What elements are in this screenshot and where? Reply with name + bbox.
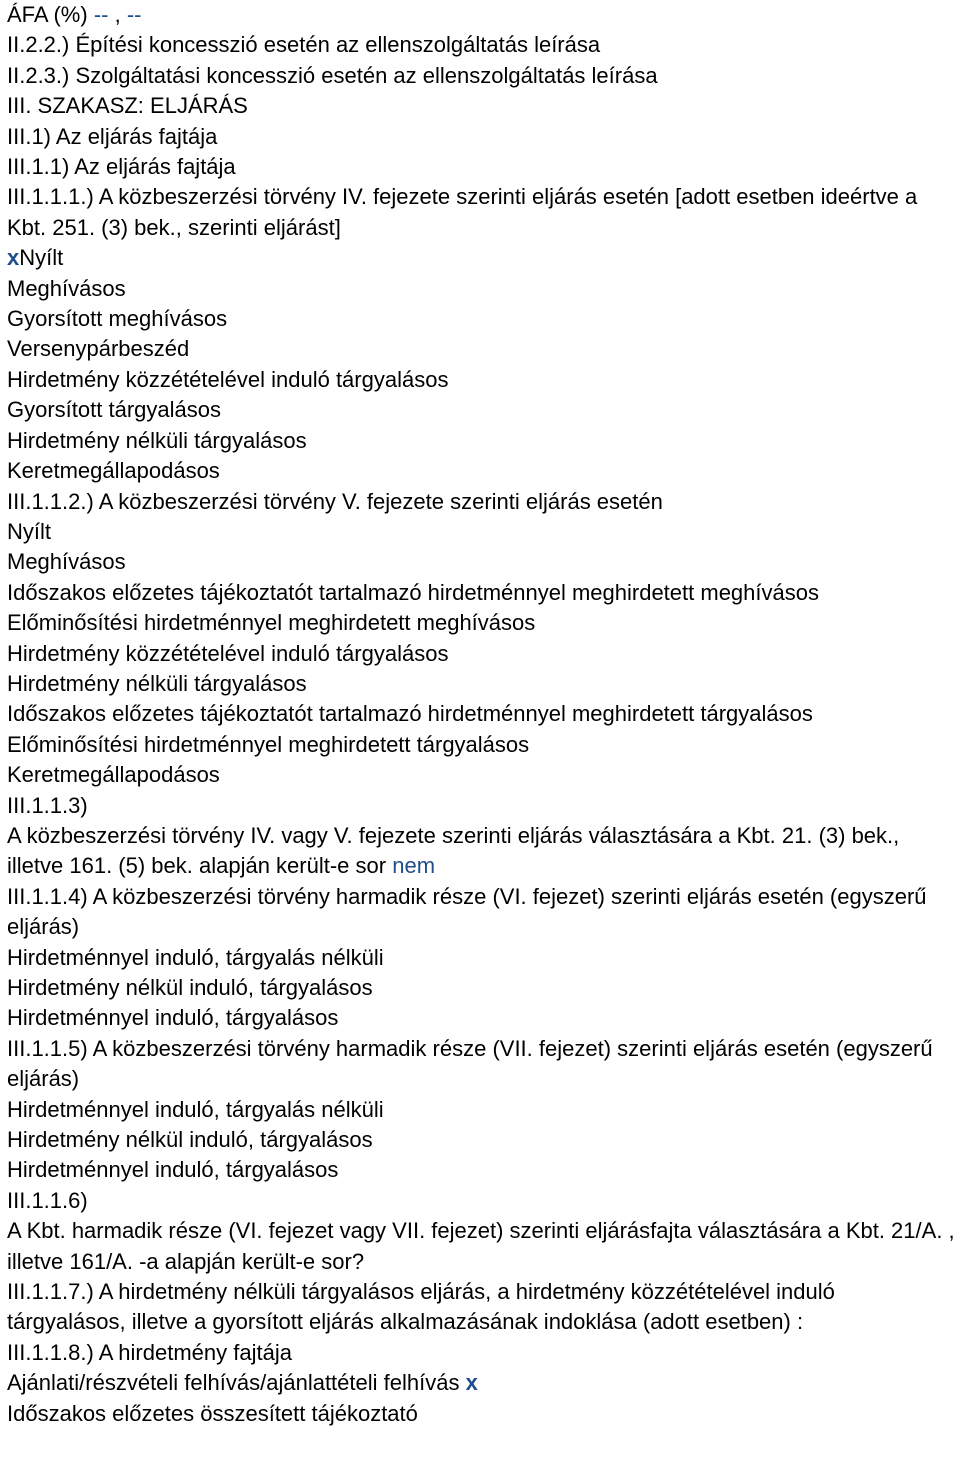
vat-label: ÁFA (%)	[7, 2, 88, 27]
section-3-1-1-3-heading: III.1.1.3)	[7, 792, 88, 818]
question-text: A közbeszerzési törvény IV. vagy V. fejezete szerinti eljárás választására a Kbt. 21. (3) bek., illetve 161. (5) bek. alapján került-e sor	[7, 822, 900, 879]
option-item: Hirdetménnyel induló, tárgyalásos	[7, 1005, 339, 1031]
option-item: Időszakos előzetes tájékoztatót tartalmazó hirdetménnyel meghirdetett meghívásos	[7, 579, 819, 605]
option-label: Ajánlati/részvételi felhívás/ajánlattételi felhívás	[7, 1370, 460, 1396]
section-3-1-heading: III.1) Az eljárás fajtája	[7, 123, 218, 149]
option-item: Előminősítési hirdetménnyel meghirdetett meghívásos	[7, 610, 536, 636]
option-item: Versenypárbeszéd	[7, 336, 190, 362]
selected-mark: x	[7, 245, 20, 271]
option-item: Nyílt	[7, 518, 51, 544]
section-3-title: III. SZAKASZ: ELJÁRÁS	[7, 93, 248, 119]
option-item: Hirdetmény közzétételével induló tárgyalásos	[7, 366, 449, 392]
answer-value: nem	[392, 853, 436, 879]
section-3-1-1-8-heading: III.1.1.8.) A hirdetmény fajtája	[7, 1339, 292, 1365]
section-3-1-1-heading: III.1.1) Az eljárás fajtája	[7, 154, 236, 180]
option-item: Hirdetmény nélkül induló, tárgyalásos	[7, 1127, 373, 1153]
procedure-options-vi	[7, 943, 958, 1034]
option-item: Hirdetménnyel induló, tárgyalás nélküli	[7, 944, 384, 970]
option-item: Hirdetmény nélküli tárgyalásos	[7, 427, 307, 453]
option-item: Hirdetmény nélküli tárgyalásos	[7, 670, 307, 696]
option-item: Gyorsított tárgyalásos	[7, 397, 221, 423]
procedure-options-v	[7, 517, 958, 791]
procedure-options-iv	[7, 243, 958, 486]
vat-separator: ,	[108, 2, 127, 27]
selected-mark: x	[465, 1370, 478, 1396]
section-2-2-3-heading: II.2.3.) Szolgáltatási koncesszió esetén az ellenszolgáltatás leírása	[7, 62, 658, 88]
section-3-1-1-4-heading: III.1.1.4) A közbeszerzési törvény harmadik része (VI. fejezet) szerinti eljárás esetén (egyszerű eljárás)	[7, 883, 927, 940]
option-item: Hirdetmény közzétételével induló tárgyalásos	[7, 640, 449, 666]
section-2-2-2-heading: II.2.2.) Építési koncesszió esetén az ellenszolgáltatás leírása	[7, 32, 601, 58]
option-item: Hirdetménnyel induló, tárgyalásos	[7, 1157, 339, 1183]
option-item-selected	[7, 243, 958, 273]
vat-value-1: --	[93, 2, 109, 27]
option-item: Meghívásos	[7, 275, 126, 301]
option-item: Keretmegállapodásos	[7, 762, 220, 788]
section-3-1-1-6-heading: III.1.1.6)	[7, 1187, 88, 1213]
option-item: Hirdetmény nélkül induló, tárgyalásos	[7, 975, 373, 1000]
vat-line	[7, 0, 958, 30]
option-item: Időszakos előzetes tájékoztatót tartalmazó hirdetménnyel meghirdetett tárgyalásos	[7, 701, 813, 727]
option-item: Keretmegállapodásos	[7, 458, 220, 484]
section-3-1-1-5-heading: III.1.1.5) A közbeszerzési törvény harmadik része (VII. fejezet) szerinti eljárás esetén (egyszerű eljárás)	[7, 1035, 933, 1092]
option-item: Gyorsított meghívásos	[7, 306, 228, 332]
vat-value-2: --	[126, 2, 142, 27]
notice-type-option: Időszakos előzetes összesített tájékoztató	[7, 1400, 418, 1426]
section-3-1-1-2-heading: III.1.1.2.) A közbeszerzési törvény V. fejezete szerinti eljárás esetén	[7, 488, 663, 514]
section-3-1-1-6-question: A Kbt. harmadik része (VI. fejezet vagy VII. fejezet) szerinti eljárásfajta választására a Kbt. 21/A. , illetve 161/A. -a alapján került-e sor?	[7, 1218, 955, 1274]
option-item: Meghívásos	[7, 549, 126, 575]
section-3-1-1-1-heading: III.1.1.1.) A közbeszerzési törvény IV. fejezete szerinti eljárás esetén [adott esetben ideértve a Kbt. 251. (3) bek., szerinti eljárást]	[7, 184, 918, 240]
procedure-options-vii	[7, 1095, 958, 1186]
section-3-1-1-7-heading: III.1.1.7.) A hirdetmény nélküli tárgyalásos eljárás, a hirdetmény közzétételével induló tárgyalásos, illetve a gyorsított eljárás alkalmazásának indoklása (adott esetben) :	[7, 1279, 835, 1335]
section-3-1-1-3-question	[7, 821, 958, 882]
option-item: Előminősítési hirdetménnyel meghirdetett tárgyalásos	[7, 731, 530, 757]
option-label: Nyílt	[19, 245, 64, 271]
notice-type-option-selected	[7, 1368, 958, 1398]
option-item: Hirdetménnyel induló, tárgyalás nélküli	[7, 1096, 384, 1122]
